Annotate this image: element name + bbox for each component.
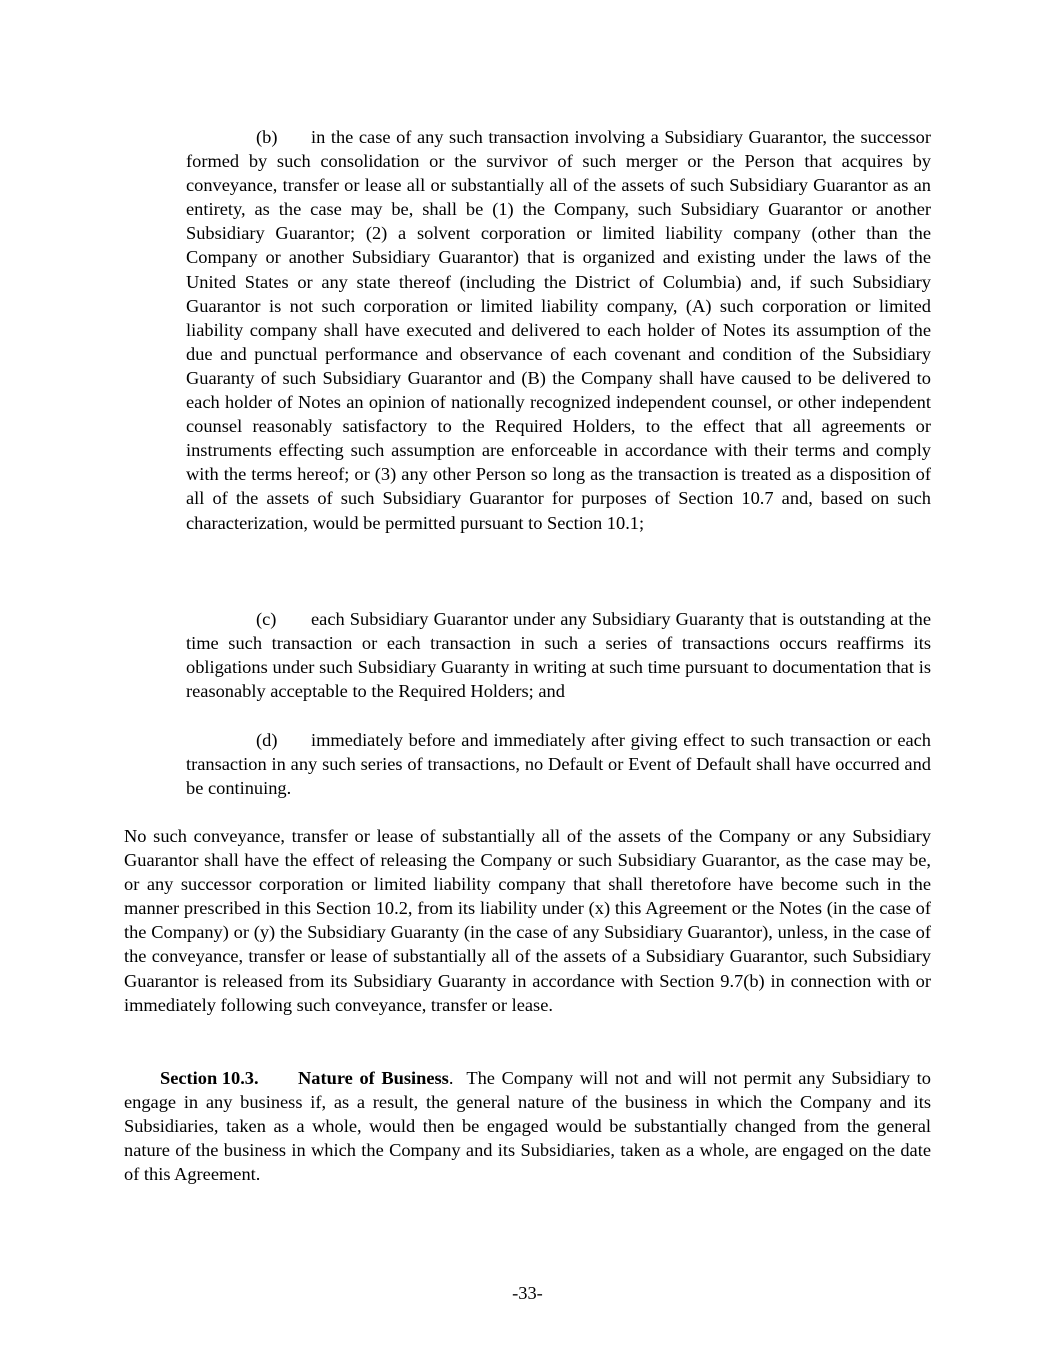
clause-c-text: each Subsidiary Guarantor under any Subsidiary Guaranty that is outstanding at the time such transaction or each transaction in such a series of transactions occurs reaffirms its obligations under such Subsidiary Guaranty in writing at such time pursuant to documentation that is reasonably acceptable to the Required Holders; and xyxy=(186,609,931,702)
section-heading: Nature of Business xyxy=(298,1068,449,1088)
section-10-3-text: The Company will not and will not permit any Subsidiary to engage in any business if, as a result, the general nature of the business in which the Company and its Subsidiaries, taken as a whole, would then be engaged would be substantially changed from the general nature of the business in which the Company and its Subsidiaries, taken as a whole, are engaged on the date of this Agreement. xyxy=(124,1068,931,1185)
clause-d-text: immediately before and immediately after giving effect to such transaction or each transaction in any such series of transactions, no Default or Event of Default shall have occurred and be continuing. xyxy=(186,730,931,799)
section-10-3-paragraph xyxy=(124,1066,931,1186)
clause-c-paragraph xyxy=(186,607,931,703)
section-heading-punct: . xyxy=(448,1068,454,1088)
clause-b-label: (b) xyxy=(256,127,278,147)
page-number: -33- xyxy=(512,1283,543,1303)
section-number: Section 10.3. xyxy=(160,1068,259,1088)
clause-c-label: (c) xyxy=(256,609,277,629)
clause-b-text: in the case of any such transaction involving a Subsidiary Guarantor, the successor formed by such consolidation or the survivor of such merger or the Person that acquires by conveyance, transfer or lease all or substantially all of the assets of such Subsidiary Guarantor as an entirety, as the case may be, shall be (1) the Company, such Subsidiary Guarantor or another Subsidiary Guarantor; (2) a solvent corporation or limited liability company (other than the Company or another Subsidiary Guarantor) that is organized and existing under the laws of the United States or any state thereof (including the District of Columbia) and, if such Subsidiary Guarantor is not such corporation or limited liability company, (A) such corporation or limited liability company shall have executed and delivered to each holder of Notes its assumption of the due and punctual performance and observance of each covenant and condition of the Subsidiary Guaranty of such Subsidiary Guarantor and (B) the Company shall have caused to be delivered to each holder of Notes an opinion of nationally recognized independent counsel, or other independent counsel reasonably satisfactory to the Required Holders, to the effect that all agreements or instruments effecting such assumption are enforceable in accordance with their terms and comply with the terms hereof; or (3) any other Person so long as the transaction is treated as a disposition of all of the assets of such Subsidiary Guarantor for purposes of Section 10.7 and, based on such characterization, would be permitted pursuant to Section 10.1; xyxy=(186,127,931,533)
clause-d-paragraph xyxy=(186,728,931,800)
release-paragraph: No such conveyance, transfer or lease of substantially all of the assets of the Company or any Subsidiary Guarantor shall have the effect of releasing the Company or such Subsidiary Guarantor, as the case may be, or any successor corporation or limited liability company that shall theretofore have become such in the manner prescribed in this Section 10.2, from its liability under (x) this Agreement or the Notes (in the case of the Company) or (y) the Subsidiary Guaranty (in the case of any Subsidiary Guarantor), unless, in the case of the conveyance, transfer or lease of substantially all of the assets of a Subsidiary Guarantor, such Subsidiary Guarantor is released from its Subsidiary Guaranty in accordance with Section 9.7(b) in connection with or immediately following such conveyance, transfer or lease. xyxy=(124,826,931,1015)
clause-b-paragraph xyxy=(186,125,931,535)
clause-d-label: (d) xyxy=(256,730,278,750)
